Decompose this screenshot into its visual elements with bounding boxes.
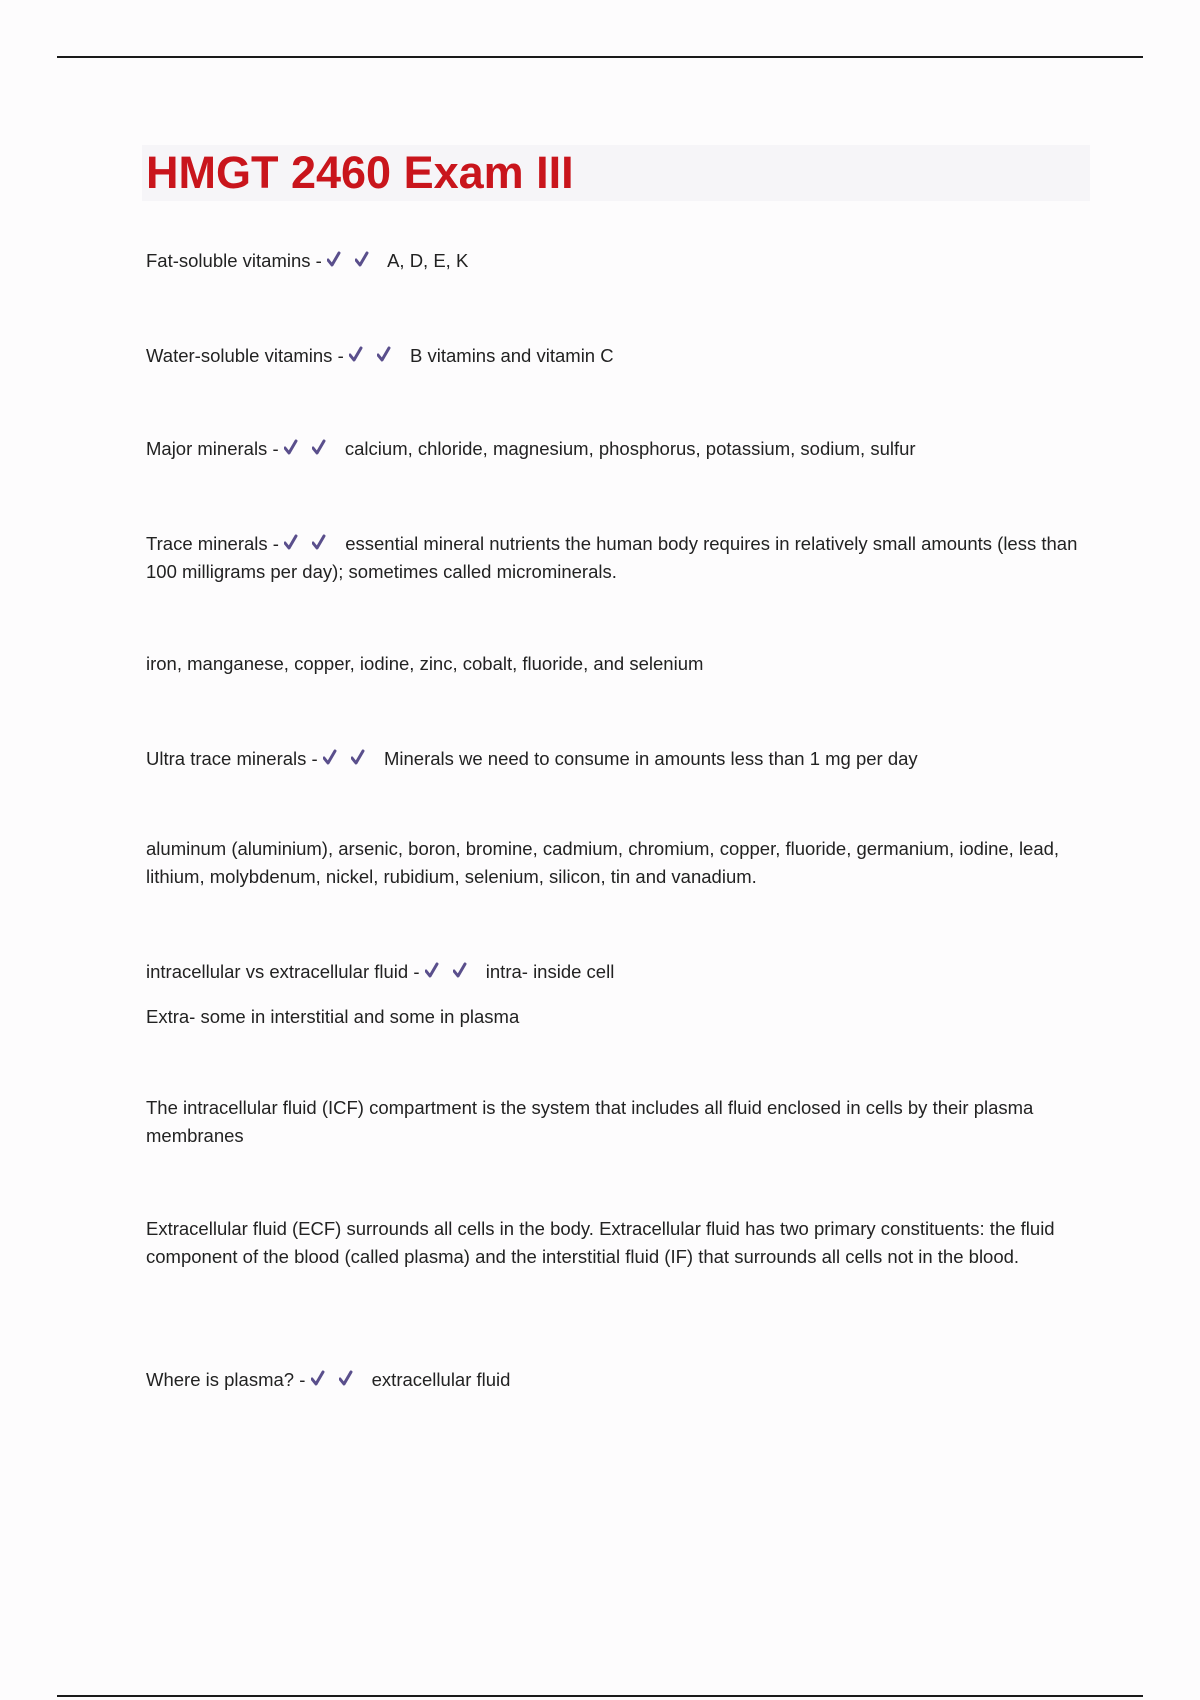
entry-intracellular-vs-extracellular <box>146 958 1096 986</box>
entry-ecf-definition: Extracellular fluid (ECF) surrounds all cells in the body. Extracellular fluid has two primary constituents: the fluid component of the blood (called plasma) and the interstitial fluid (IF) that surrounds all cells not in the blood. <box>146 1218 1055 1267</box>
double-check-icon <box>339 1368 367 1390</box>
entry-answer: essential mineral nutrients the human body requires in relatively small amounts (less than 100 milligrams per day); sometimes called microminerals. <box>146 533 1078 582</box>
double-check-icon <box>425 960 453 982</box>
entry-term: Fat-soluble vitamins - <box>146 250 322 271</box>
double-check-icon <box>351 747 379 769</box>
entry-answer: B vitamins and vitamin C <box>410 345 614 366</box>
double-check-icon <box>323 747 351 769</box>
double-check-icon <box>312 437 340 459</box>
double-check-icon <box>349 344 377 366</box>
double-check-icon <box>284 532 312 554</box>
double-check-icon <box>327 249 355 271</box>
double-check-icon <box>355 249 383 271</box>
entry-extra-note: Extra- some in interstitial and some in plasma <box>146 1006 520 1027</box>
entry-answer: intra- inside cell <box>485 961 615 982</box>
entry-term: Ultra trace minerals - <box>146 748 318 769</box>
entry-answer: A, D, E, K <box>387 250 469 271</box>
document-title: HMGT 2460 Exam III <box>146 147 574 198</box>
bottom-rule <box>57 1695 1143 1697</box>
entry-answer: calcium, chloride, magnesium, phosphorus, potassium, sodium, sulfur <box>344 438 916 459</box>
entry-ultra-trace-minerals <box>146 745 1096 773</box>
double-check-icon <box>377 344 405 366</box>
double-check-icon <box>284 437 312 459</box>
entry-term: Where is plasma? - <box>146 1369 306 1390</box>
entry-ultra-trace-mineral-list: aluminum (aluminium), arsenic, boron, bromine, cadmium, chromium, copper, fluoride, germanium, iodine, lead, lithium, molybdenum, nickel, rubidium, selenium, silicon, tin and vanadium. <box>146 838 1060 887</box>
entry-term: intracellular vs extracellular fluid - <box>146 961 420 982</box>
entry-trace-minerals <box>146 530 1096 586</box>
entry-term: Water-soluble vitamins - <box>146 345 344 366</box>
entry-trace-mineral-list: iron, manganese, copper, iodine, zinc, cobalt, fluoride, and selenium <box>146 653 704 674</box>
double-check-icon <box>453 960 481 982</box>
entry-term: Trace minerals - <box>146 533 279 554</box>
entry-term: Major minerals - <box>146 438 279 459</box>
entry-major-minerals <box>146 435 1096 463</box>
entry-icf-definition: The intracellular fluid (ICF) compartment is the system that includes all fluid enclosed in cells by their plasma membranes <box>146 1097 1034 1146</box>
entry-answer: Minerals we need to consume in amounts less than 1 mg per day <box>383 748 918 769</box>
entry-water-soluble-vitamins <box>146 342 1096 370</box>
entry-fat-soluble-vitamins <box>146 247 1096 275</box>
entry-where-is-plasma <box>146 1366 1096 1394</box>
entry-answer: extracellular fluid <box>371 1369 511 1390</box>
double-check-icon <box>311 1368 339 1390</box>
double-check-icon <box>312 532 340 554</box>
top-rule <box>57 56 1143 58</box>
